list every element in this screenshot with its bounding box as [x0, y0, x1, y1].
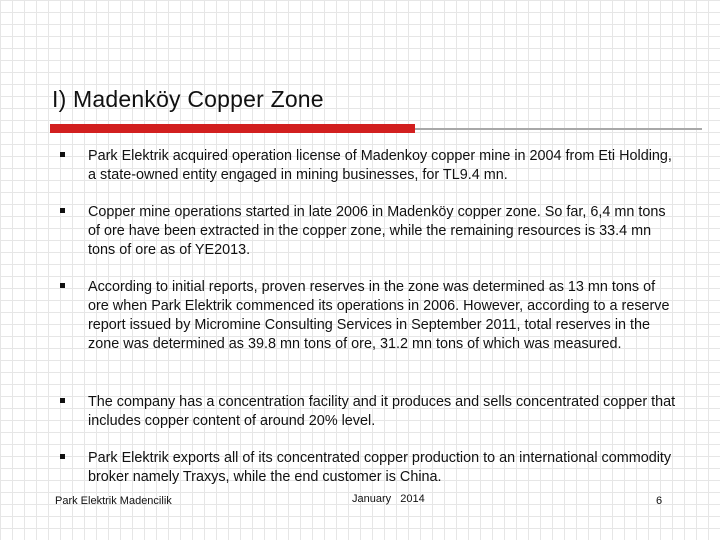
- bullet-text: The company has a concentration facility and it produces and sells concentrated copper that includes copper content of around 20% level.: [88, 394, 676, 429]
- footer-date: January 2014: [352, 493, 425, 505]
- title-underline-rule: [415, 128, 702, 130]
- square-bullet-icon: [60, 283, 65, 288]
- page-number: 6: [656, 495, 663, 507]
- bullet-text: Park Elektrik acquired operation license of Madenkoy copper mine in 2004 from Eti Holding, a state-owned entity engaged in mining businesses, for TL9.4 mn.: [88, 148, 672, 183]
- bullet-text: Park Elektrik exports all of its concentrated copper production to an international commodity broker namely Traxys, while the end customer is China.: [88, 450, 672, 485]
- square-bullet-icon: [60, 208, 65, 213]
- slide-title: I) Madenköy Copper Zone: [52, 86, 324, 112]
- square-bullet-icon: [60, 398, 65, 403]
- square-bullet-icon: [60, 152, 65, 157]
- bullet-text: According to initial reports, proven reserves in the zone was determined as 13 mn tons of ore when Park Elektrik commenced its operations in 2006. However, according to a reserve report issued by Micromine Consulting Services in September 2011, total reserves in the zone was determined as 39.8 mn tons of ore, 31.2 mn tons of which was measured.: [88, 279, 670, 352]
- footer-company: Park Elektrik Madencilik: [55, 495, 172, 507]
- square-bullet-icon: [60, 454, 65, 459]
- title-underline-accent: [50, 124, 415, 133]
- bullet-text: Copper mine operations started in late 2006 in Madenköy copper zone. So far, 6,4 mn tons of ore have been extracted in the copper zone, while the remaining resources is 33.4 mn tons of ore as of YE2013.: [88, 204, 666, 258]
